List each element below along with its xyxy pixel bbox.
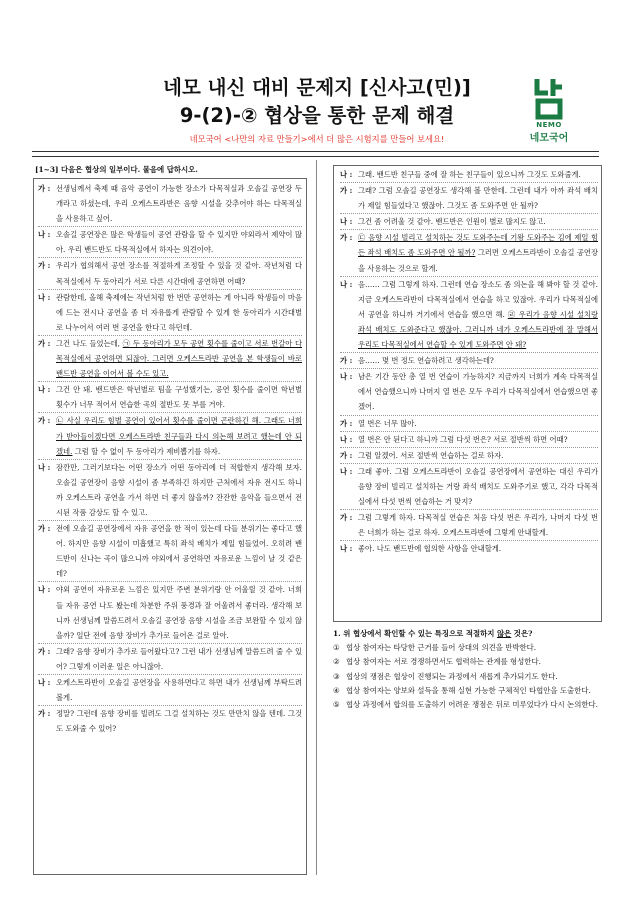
option-number: ⑤ <box>333 700 340 710</box>
dialogue-turn <box>38 460 302 521</box>
utterance-text: 오솔길 공연장은 많은 학생들이 공연 관람을 할 수 있지만 야외라서 제약이 많아. 우리 밴드반도 다목적실에서 하자는 의견이야. <box>56 230 302 255</box>
utterance-text: 그래 좋아. 그럼 오케스트라반이 오솔길 공연장에서 공연하는 대신 우리가 음향 장비 빌리고 설치하는 거랑 좌석 배치도 도와주기로 했고, 각각 다목적실에서 다섯 번씩 연습하는 거 맞지? <box>358 466 598 506</box>
utterance-text: 야외 공연이 자유로운 느낌은 있지만 주변 분위기랑 안 어울릴 것 같아. 너희들 자유 공연 나도 봤는데 차분한 주위 풍경과 잘 어울려서 좋더라. 생각해 보니까 선생님께 말씀드려서 오솔길 공연장 음향 시설을 조금 보완할 수 있지 않을까? 일단 전에 음향 장비가 추가로 들어온 걸로 알아. <box>56 585 302 640</box>
utterance-text: 그래. 밴드반 친구들 중에 잘 하는 친구들이 있으니까 그것도 도와줄게. <box>358 170 581 179</box>
answer-option[interactable] <box>333 670 598 684</box>
utterance <box>56 521 302 581</box>
question-group-header: [1~3] 다음은 협상의 일부이다. 물음에 답하시오. <box>35 165 198 174</box>
utterance-text: 음…… 몇 번 정도 연습하려고 생각하는데? <box>358 356 494 366</box>
utterance-text: 남은 기간 동안 총 열 번 연습이 가능하지? 지금까지 너희가 계속 다목적실에서 연습했으니까 나머지 열 번은 모두 우리가 다목적실에서 연습했으면 좋겠어. <box>358 372 598 412</box>
speaker-label: 가 : <box>340 450 353 460</box>
answer-option[interactable] <box>333 655 598 669</box>
speaker-label: 나 : <box>38 585 51 595</box>
speaker-label: 나 : <box>38 292 51 302</box>
underlined-passage: ㉣ 우리가 음향 시설 설치랑 좌석 배치도 도와준다고 했잖아. 그러니까 네가 오케스트라반에 잘 말해서 우리도 다목적실에서 연습할 수 있게 도와주면 안 돼? <box>358 309 598 350</box>
dialogue-turn <box>38 258 302 289</box>
utterance-text: 선생님께서 축제 때 음악 공연이 가능한 장소가 다목적실과 오솔길 공연장 두 개라고 하셨는데, 우리 오케스트라반은 음향 시설을 갖추어야 하는 다목적실을 사용하고 싶어. <box>56 184 302 224</box>
logo-text-en: NEMO <box>536 121 562 129</box>
speaker-label: 나 : <box>38 385 51 395</box>
speaker-label: 나 : <box>38 678 51 687</box>
dialogue-left <box>38 181 302 736</box>
utterance <box>358 464 598 509</box>
utterance <box>56 644 302 674</box>
utterance <box>56 413 302 458</box>
utterance <box>56 382 302 412</box>
speaker-label: 나 : <box>340 434 353 444</box>
speaker-label: 가 : <box>38 184 51 193</box>
utterance-text: 그건 나도 들었는데, <box>56 338 123 348</box>
utterance-text: 정말? 그런데 음향 장비를 빌려도 그걸 설치하는 것도 만만치 않을 텐데. 그것도 도와줄 수 있어? <box>56 709 302 734</box>
speaker-label: 가 : <box>340 513 353 523</box>
utterance <box>358 353 598 368</box>
option-text: 협상 과정에서 합의를 도출하기 어려운 쟁점은 뒤로 미루었다가 다시 논의한다. <box>346 700 598 710</box>
utterance <box>56 290 302 335</box>
utterance-text: 좋아. 나도 밴드반에 협의한 사항을 안내할게. <box>358 544 502 554</box>
utterance <box>56 675 302 705</box>
option-text: 협상 참여자는 서로 경쟁하면서도 협력하는 관계를 형성한다. <box>346 657 541 667</box>
dialogue-turn <box>38 413 302 459</box>
dialogue-turn <box>340 541 598 556</box>
speaker-label: 가 : <box>340 233 353 243</box>
utterance-text: 그럼 그렇게 하자. 다목적실 연습은 처음 다섯 번은 우리가, 나머지 다섯 번은 너희가 하는 걸로 하자. 오케스트라반에 그렇게 안내할게. <box>358 513 598 538</box>
utterance-text: 음…… 그럼 그렇게 하자. 그런데 연습 장소도 좀 의논을 해 봐야 할 것 같아. 지금 오케스트라반이 다목적실에서 연습을 하고 있잖아. 우리가 다목적실에서 공연을 하니까 거기에서 연습을 했으면 해. <box>358 279 598 319</box>
answer-option[interactable] <box>333 698 598 712</box>
promo-text: 네모국어 <나만의 자료 만들기>에서 더 많은 시험지를 만들어 보세요! <box>189 134 445 144</box>
utterance <box>56 706 302 736</box>
option-number: ① <box>333 643 340 653</box>
dialogue-turn <box>340 510 598 541</box>
speaker-label: 가 : <box>38 646 51 656</box>
dialogue-turn <box>340 353 598 369</box>
underlined-passage: ㉢ 음향 시설 빌리고 설치하는 것도 도와주는데 기왕 도와주는 김에 제일 힘든 좌석 배치도 좀 도와주면 안 될까? <box>358 233 598 258</box>
page-header <box>0 0 634 150</box>
nemo-logo <box>523 76 575 160</box>
utterance-text: 그러면 오케스트라반이 오솔길 공연장을 사용하는 것으로 할게. <box>358 248 599 273</box>
utterance <box>358 183 598 213</box>
utterance <box>358 448 598 463</box>
speaker-label: 나 : <box>340 372 353 382</box>
utterance-text: 열 번은 안 된다고 하니까 그럼 다섯 번은? 서로 절반씩 하면 어때? <box>358 434 568 444</box>
dialogue-turn <box>340 167 598 183</box>
title-line-2: 9-(2)-② 협상을 통한 문제 해결 <box>179 104 455 127</box>
utterance <box>56 460 302 520</box>
utterance <box>56 258 302 288</box>
dialogue-turn <box>38 521 302 582</box>
option-number: ③ <box>333 671 340 681</box>
dialogue-turn <box>340 448 598 464</box>
utterance-text: 그건 안 돼. 밴드반은 학년별로 팀을 구성했기는, 공연 횟수를 줄이면 학년별 횟수가 너무 적어서 연습한 곡의 절반도 못 부를 거야. <box>56 385 302 410</box>
dialogue-turn <box>38 582 302 643</box>
dialogue-turn <box>38 675 302 706</box>
speaker-label: 나 : <box>38 230 51 240</box>
utterance-text: 그래? 그럼 오솔길 공연장도 생각해 볼 만한데. 그런데 내가 아까 좌석 배치가 제일 힘들었다고 했잖아. 그것도 좀 도와주면 안 될까? <box>358 186 598 211</box>
utterance <box>358 369 598 414</box>
column-divider <box>316 160 317 875</box>
speaker-label: 가 : <box>38 261 51 271</box>
header-divider-bottom <box>32 156 599 157</box>
speaker-label: 나 : <box>340 466 353 476</box>
utterance <box>56 227 302 257</box>
option-text: 협상 참여자는 타당한 근거를 들어 상대의 의견을 반박한다. <box>346 643 537 653</box>
stem-text-end: 것은? <box>511 629 533 638</box>
stem-text: 1. 위 협상에서 확인할 수 있는 특징으로 적절하지 <box>333 629 497 638</box>
underlined-passage: ㉡ 사실 우리도 힘별 공연이 있어서 횟수를 줄이면 곤란하긴 해. 그래도 너희가 받아들이겠다면 오케스트라반 친구들과 다시 의논해 보려고 했는데 안 되겠네. <box>56 416 302 456</box>
speaker-label: 가 : <box>340 418 353 428</box>
question-1-stem <box>333 627 598 641</box>
speaker-label: 나 : <box>340 544 353 554</box>
stem-emphasis: 않은 <box>496 629 512 638</box>
dialogue-turn <box>340 416 598 432</box>
option-number: ④ <box>333 685 340 695</box>
utterance-text: 우리가 협의해서 공연 장소를 적절하게 조정할 수 있을 것 같아. 작년처럼 다목적실에서 두 동아리가 서로 다른 시간대에 공연하면 어때? <box>56 261 302 286</box>
header-divider-top <box>32 151 599 152</box>
dialogue-turn <box>340 464 598 510</box>
option-text: 협상 참여자는 양보와 설득을 통해 실현 가능한 구체적인 타협안을 도출한다. <box>346 685 591 695</box>
speaker-label: 나 : <box>340 217 353 227</box>
utterance <box>56 181 302 226</box>
dialogue-turn <box>38 181 302 227</box>
dialogue-right <box>340 167 598 556</box>
dialogue-turn <box>340 277 598 353</box>
dialogue-turn <box>340 183 598 214</box>
utterance <box>56 582 302 642</box>
nemo-logo-icon <box>533 76 565 120</box>
utterance <box>358 510 598 540</box>
utterance-text: 전에 오솔길 공연장에서 자유 공연을 한 적이 있는데 다들 분위기는 좋다고 했어. 하지만 음향 시설이 미흡했고 특히 좌석 배치가 제일 힘들었어. 오히려 밴드반이 신나는 곡이 많으니까 야외에서 공연하면 자유로운 느낌이 날 것 같은데? <box>56 524 302 579</box>
speaker-label: 가 : <box>38 524 51 534</box>
answer-option[interactable] <box>333 641 598 655</box>
utterance-text: 그럼 할 수 없이 두 동아리가 제비뽑기를 하자. <box>72 446 221 456</box>
utterance <box>358 277 598 352</box>
utterance-text: 열 번은 너무 많아. <box>358 418 417 428</box>
speaker-label: 나 : <box>38 462 51 472</box>
question-1-options <box>333 641 598 712</box>
speaker-label: 가 : <box>38 709 51 719</box>
utterance-text: 잠깐만, 그러기보다는 어떤 장소가 어떤 동아리에 더 적합한지 생각해 보자. 오솔길 공연장이 음향 시설이 좀 부족하긴 하지만 근처에서 자유 전시도 하니까 오케스트라 공연을 가서 하면 더 좋지 않을까? 잔잔한 음악을 들으면서 전시된 작품 감상도 할 수 있고. <box>56 462 302 517</box>
dialogue-turn <box>38 644 302 675</box>
dialogue-turn <box>38 227 302 258</box>
dialogue-turn <box>38 290 302 336</box>
utterance <box>358 230 598 275</box>
utterance <box>56 336 302 381</box>
utterance <box>358 214 598 229</box>
question-1 <box>333 627 598 712</box>
dialogue-turn <box>340 369 598 415</box>
dialogue-turn <box>38 382 302 413</box>
speaker-label: 가 : <box>340 186 353 196</box>
title-line-1: 네모 내신 대비 문제지 [신사고(민)] <box>163 76 471 99</box>
speaker-label: 가 : <box>38 416 51 426</box>
dialogue-turn <box>340 214 598 230</box>
utterance <box>358 432 598 447</box>
underlined-passage: ㉠ 두 동아리가 모두 공연 횟수를 줄이고 서로 번갈아 다목적실에서 공연하면 되잖아. 그러면 오케스트라반 공연을 본 학생들이 바로 밴드반 공연을 이어서 볼 수도 있고. <box>56 338 302 379</box>
dialogue-turn <box>340 230 598 276</box>
utterance-text: 그래? 음향 장비가 추가로 들어왔다고? 그런 내가 선생님께 말씀드려 줄 수 있어? 그렇게 이러운 일은 아니잖아. <box>56 646 302 671</box>
option-number: ② <box>333 657 340 667</box>
dialogue-turn <box>38 336 302 382</box>
option-text: 협상의 쟁점은 협상이 진행되는 과정에서 새롭게 추가되기도 한다. <box>346 671 558 681</box>
utterance <box>358 416 598 431</box>
answer-option[interactable] <box>333 684 598 698</box>
speaker-label: 가 : <box>340 356 353 366</box>
utterance <box>358 541 598 556</box>
dialogue-turn <box>38 706 302 736</box>
speaker-label: 나 : <box>340 170 353 179</box>
utterance <box>358 167 598 182</box>
logo-text-ko: 네모국어 <box>529 133 569 144</box>
utterance-text: 그건 좀 어려울 것 같아. 밴드반은 인원이 별로 많지도 않고. <box>358 217 546 227</box>
speaker-label: 나 : <box>340 279 353 289</box>
utterance-text: 오케스트라반이 오솔길 공연장을 사용하면다고 하면 내가 선생님께 부탁드려 볼게. <box>56 678 302 703</box>
dialogue-turn <box>340 432 598 448</box>
speaker-label: 가 : <box>38 338 51 348</box>
utterance-text: 그럼 알겠어. 서로 절반씩 연습하는 걸로 하자. <box>358 450 504 460</box>
utterance-text: 관람한데, 올해 축제에는 작년처럼 한 번만 공연하는 게 아니라 학생들이 마음에 드는 전시나 공연을 좀 더 자유롭게 관람할 수 있게 한 동아리가 시간대별로 나누어서 여러 번 공연을 한다고 하던데. <box>56 292 302 332</box>
